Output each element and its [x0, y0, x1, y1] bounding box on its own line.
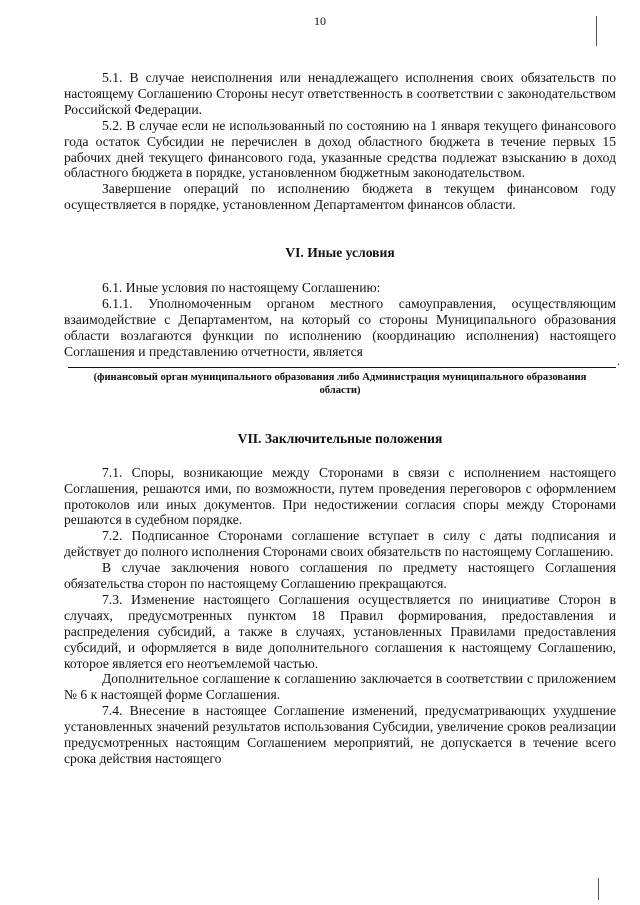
- paragraph-7-4: 7.4. Внесение в настоящее Соглашение изменений, предусматривающих ухудшение установленных значений результатов использования Субсидии, увеличение сроков реализации предусмотренных настоящим Соглашением мероприятий, не допускается в течение всего срока действия настоящего: [64, 703, 616, 766]
- section-7-heading: VII. Заключительные положения: [237, 430, 443, 446]
- paragraph-7-2: 7.2. Подписанное Сторонами соглашение вступает в силу с даты подписания и действует до полного исполнения Сторонами своих обязательств по настоящему Соглашению.: [64, 528, 616, 560]
- scan-artifact-line: [598, 878, 599, 900]
- paragraph-7-3-continued: Дополнительное соглашение к соглашению заключается в соответствии с приложением № 6 к настоящей форме Соглашения.: [64, 671, 616, 703]
- paragraph-7-1: 7.1. Споры, возникающие между Сторонами в связи с исполнением настоящего Соглашения, решаются ими, по возможности, путем проведения переговоров с оформлением протоколов или иных документов. При недостижении согласия споры между Сторонами решаются в судебном порядке.: [64, 464, 616, 528]
- paragraph-6-1-1: 6.1.1. Уполномоченным органом местного самоуправления, осуществляющим взаимодействие с Департаментом, на который со стороны Муниципального образования области возлагаются функции по исполнению (координацию исполнения) настоящего Соглашения и представлению отчетности, является: [64, 296, 616, 359]
- section-6-heading: VI. Иные условия: [285, 245, 395, 261]
- paragraph-5-1: 5.1. В случае неисполнения или ненадлежащего исполнения своих обязательств по настоящему Соглашению Стороны несут ответственность в соответствии с законодательством Российской Федерации.: [64, 70, 616, 117]
- fill-in-line-end: .: [617, 353, 620, 368]
- page-number: 10: [314, 14, 326, 28]
- paragraph-6-1: 6.1. Иные условия по настоящему Соглашению:: [102, 280, 381, 296]
- paragraph-7-3: 7.3. Изменение настоящего Соглашения осуществляется по инициативе Сторон в случаях, предусмотренных пунктом 18 Правил формирования, предоставления и распределения субсидий, а также в случаях, установленных Правилами предоставления субсидий, и оформляется в виде дополнительного соглашения к настоящему Соглашению, которое является его неотъемлемой частью.: [64, 591, 616, 671]
- section-5: [64, 70, 616, 213]
- paragraph-5-closing: Завершение операций по исполнению бюджета в текущем финансовом году осуществляется в порядке, установленном Департаментом финансов области.: [64, 181, 616, 213]
- fill-in-caption: (финансовый орган муниципального образования либо Администрация муниципального образования области): [93, 371, 587, 396]
- fill-in-line: [68, 353, 620, 368]
- section-6: [64, 280, 620, 397]
- scan-artifact-line: [596, 16, 597, 46]
- paragraph-5-2: 5.2. В случае если не использованный по состоянию на 1 января текущего финансового года остаток Субсидии не перечислен в доход областного бюджета в течение первых 15 рабочих дней текущего финансового года, указанные средства подлежат взысканию в доход областного бюджета в порядке, установленном бюджетным законодательством.: [64, 117, 616, 181]
- document-body: [64, 70, 620, 767]
- section-7: [64, 465, 616, 767]
- paragraph-7-2-continued: В случае заключения нового соглашения по предмету настоящего Соглашения обязательства сторон по настоящему Соглашению прекращаются.: [64, 560, 616, 592]
